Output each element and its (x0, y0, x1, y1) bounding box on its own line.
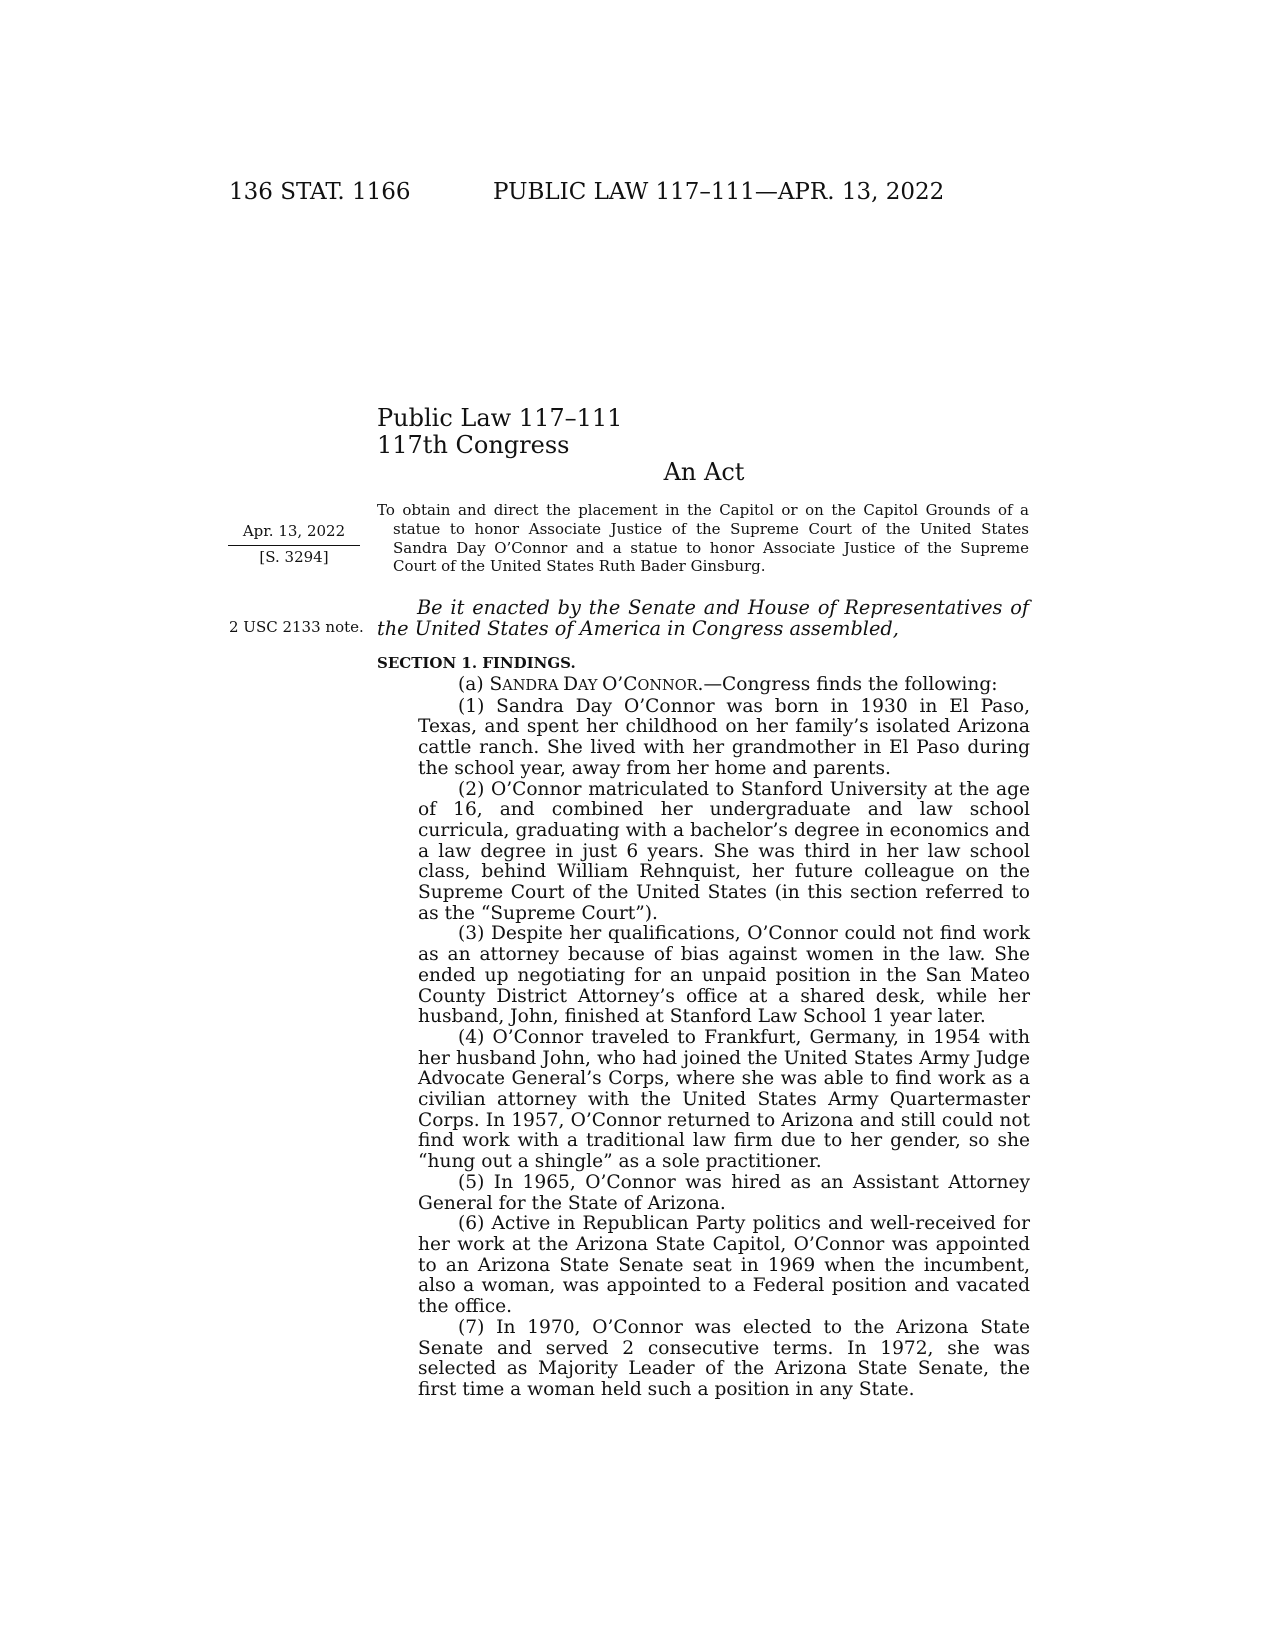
finding-paragraph: (6) Active in Republican Party politics and well-received for her work at the Arizona State Capitol, O’Connor was appointed to an Arizona State Senate seat in 1969 when the incumbent, also a woman, was appointed to a Federal position and vacated the office. (418, 1213, 1030, 1318)
congress-number: 117th Congress (377, 431, 570, 459)
running-header-title: PUBLIC LAW 117–111—APR. 13, 2022 (493, 179, 945, 205)
public-law-number: Public Law 117–111 (377, 404, 623, 432)
stat-page-reference: 136 STAT. 1166 (229, 179, 411, 205)
finding-paragraph: (4) O’Connor traveled to Frankfurt, Germany, in 1954 with her husband John, who had joined the United States Army Judge Advocate General’s Corps, where she was able to find work as a civilian attorney with the United States Army Quartermaster Corps. In 1957, O’Connor returned to Arizona and still could not find work with a traditional law firm due to her gender, so she “hung out a shingle” as a sole practitioner. (418, 1026, 1030, 1173)
margin-divider (228, 545, 360, 546)
subsection-name: SANDRA DAY O’CONNOR (489, 674, 698, 695)
act-title: An Act (663, 458, 745, 486)
finding-paragraph: (2) O’Connor matriculated to Stanford University at the age of 16, and combined her undergraduate and law school curricula, graduating with a bachelor’s degree in economics and a law degree in just 6 years. She was third in her law school class, behind William Rehnquist, her future colleague on the Supreme Court of the United States (in this section referred to as the “Supreme Court”). (418, 778, 1030, 924)
subsection-label: (a) (458, 674, 490, 695)
finding-paragraph: (3) Despite her qualifications, O’Connor could not find work as an attorney because of bias against women in the law. She ended up negotiating for an unpaid position in the San Mateo County District Attorney’s office at a shared desk, while her husband, John, finished at Stanford Law School 1 year later. (418, 923, 1030, 1028)
finding-paragraph: (7) In 1970, O’Connor was elected to the Arizona State Senate and served 2 consecutive terms. In 1972, she was selected as Majority Leader of the Arizona State Senate, the first time a woman held such a position in any State. (418, 1316, 1030, 1400)
section-body (418, 675, 1030, 1401)
finding-paragraph: (5) In 1965, O’Connor was hired as an Assistant Attorney General for the State of Arizona. (418, 1171, 1030, 1214)
subsection-lead-in: .—Congress finds the following: (697, 674, 998, 695)
margin-usc-note: 2 USC 2133 note. (229, 618, 364, 636)
margin-enactment-date: Apr. 13, 2022 (242, 522, 346, 540)
enacting-clause: Be it enacted by the Senate and House of Representatives of the United States of America in Congress assembled, (377, 596, 1029, 640)
finding-paragraph: (1) Sandra Day O’Connor was born in 1930 in El Paso, Texas, and spent her childhood on her family’s isolated Arizona cattle ranch. She lived with her grandmother in El Paso during the school year, away from her home and parents. (418, 695, 1030, 779)
subsection-a-lead (418, 675, 1030, 697)
section-heading: SECTION 1. FINDINGS. (377, 654, 576, 672)
act-purpose: To obtain and direct the placement in the Capitol or on the Capitol Grounds of a statue to honor Associate Justice of the Supreme Court of the United States Sandra Day O’Connor and a statue to honor Associate Justice of the Supreme Court of the United States Ruth Bader Ginsburg. (377, 501, 1029, 576)
margin-bill-number: [S. 3294] (259, 548, 329, 566)
